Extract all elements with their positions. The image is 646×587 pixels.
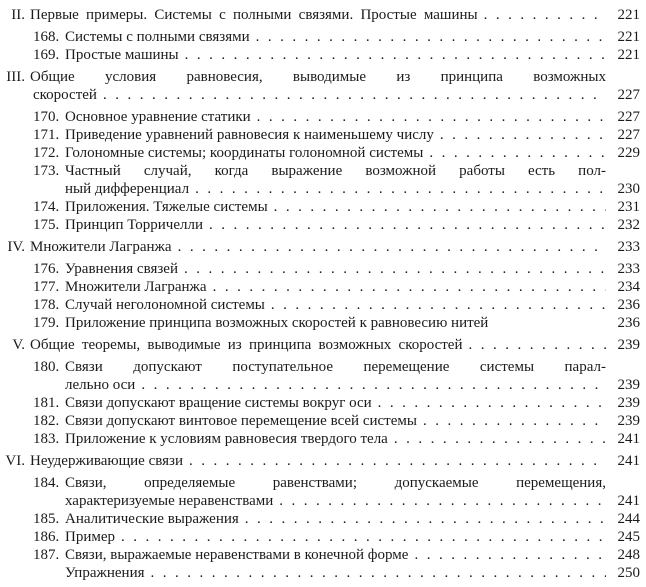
toc-entry-row <box>0 358 640 376</box>
dot-leader <box>378 394 606 412</box>
entry-title: ный дифференциал <box>65 181 190 197</box>
toc-entry-row <box>0 336 640 354</box>
dot-leader <box>423 412 606 430</box>
page-number: 227 <box>617 109 640 125</box>
page-number: 236 <box>617 297 640 313</box>
page-number: 229 <box>617 145 640 161</box>
toc-entry-row <box>0 108 640 126</box>
dot-leader <box>279 492 606 510</box>
chapter-number: III. <box>6 69 25 85</box>
toc-entry-row <box>0 46 640 64</box>
dot-leader <box>429 144 606 162</box>
toc-entry-row <box>0 28 640 46</box>
toc-entry-row <box>0 546 640 564</box>
toc-entry-row <box>0 162 640 180</box>
item-number: 169. <box>33 47 60 63</box>
dot-leader <box>141 376 606 394</box>
item-number: 187. <box>33 547 60 563</box>
toc-entry-row <box>0 144 640 162</box>
toc-entry-row <box>0 394 640 412</box>
entry-title: Системы с полными связями <box>65 29 250 45</box>
entry-title: Связи, выражаемые неравенствами в конечной форме <box>65 547 409 563</box>
item-number: 171. <box>33 127 60 143</box>
item-number: 181. <box>33 395 60 411</box>
dot-leader <box>469 336 607 354</box>
page-number: 239 <box>617 377 640 393</box>
page-number: 250 <box>617 565 640 581</box>
chapter-number: VI. <box>5 453 25 469</box>
item-number: 172. <box>33 145 60 161</box>
item-number: 173. <box>33 163 60 179</box>
toc-entry-row <box>0 430 640 448</box>
entry-title: Связи допускают поступательное перемещение системы парал- <box>65 359 606 375</box>
dot-leader <box>213 278 606 296</box>
entry-title: Приложение принципа возможных скоростей к равновесию нитей <box>65 315 489 331</box>
dot-leader <box>274 198 606 216</box>
toc-list <box>0 6 640 582</box>
dot-leader <box>271 296 606 314</box>
page-number: 227 <box>617 87 640 103</box>
toc-entry-row <box>0 238 640 256</box>
page-number: 239 <box>617 395 640 411</box>
chapter-number: IV. <box>7 239 25 255</box>
toc-entry-row <box>0 68 640 86</box>
entry-title: Приведение уравнений равновесия к наименьшему числу <box>65 127 434 143</box>
page-number: 241 <box>617 493 640 509</box>
entry-title: Частный случай, когда выражение возможной работы есть пол- <box>65 163 606 179</box>
entry-title: Упражнения <box>65 565 145 581</box>
toc-entry-row <box>0 180 640 198</box>
page-number: 239 <box>617 413 640 429</box>
item-number: 186. <box>33 529 60 545</box>
toc-entry-row <box>0 314 640 332</box>
chapter-number: V. <box>12 337 25 353</box>
item-number: 183. <box>33 431 60 447</box>
item-number: 170. <box>33 109 60 125</box>
item-number: 178. <box>33 297 60 313</box>
toc-entry-row <box>0 452 640 470</box>
dot-leader <box>184 260 606 278</box>
toc-entry-row <box>0 510 640 528</box>
entry-title: скоростей <box>33 87 97 103</box>
dot-leader <box>195 180 606 198</box>
entry-title: Голономные системы; координаты голономной системы <box>65 145 424 161</box>
toc-entry-row <box>0 260 640 278</box>
page-number: 245 <box>617 529 640 545</box>
entry-title: Связи допускают винтовое перемещение всей системы <box>65 413 417 429</box>
toc-entry-row <box>0 492 640 510</box>
toc-entry-row <box>0 278 640 296</box>
page-number: 221 <box>617 7 640 23</box>
dot-leader <box>257 108 606 126</box>
entry-title: Связи допускают вращение системы вокруг оси <box>65 395 372 411</box>
item-number: 185. <box>33 511 60 527</box>
dot-leader <box>245 510 606 528</box>
entry-title: Связи, определяемые равенствами; допускаемые перемещения, <box>65 475 606 491</box>
page-number: 241 <box>617 431 640 447</box>
toc-entry-row <box>0 126 640 144</box>
entry-title: Неудерживающие связи <box>30 453 183 469</box>
entry-title: Приложение к условиям равновесия твердого тела <box>65 431 388 447</box>
entry-title: Множители Лагранжа <box>30 239 172 255</box>
dot-leader <box>256 28 606 46</box>
page-number: 232 <box>617 217 640 233</box>
page-number: 239 <box>617 337 640 353</box>
item-number: 180. <box>33 359 60 375</box>
toc-entry-row <box>0 6 640 24</box>
entry-title: Множители Лагранжа <box>65 279 207 295</box>
dot-leader <box>394 430 606 448</box>
dot-leader <box>185 46 606 64</box>
chapter-number: II. <box>11 7 25 23</box>
dot-leader <box>103 86 606 104</box>
toc-entry-row <box>0 216 640 234</box>
item-number: 175. <box>33 217 60 233</box>
toc-entry-row <box>0 376 640 394</box>
dot-leader <box>414 546 606 564</box>
page-number: 244 <box>617 511 640 527</box>
entry-title: Общие теоремы, выводимые из принципа возможных скоростей <box>30 337 463 353</box>
toc-entry-row <box>0 564 640 582</box>
item-number: 168. <box>33 29 60 45</box>
toc-entry-row <box>0 198 640 216</box>
entry-title: Приложения. Тяжелые системы <box>65 199 268 215</box>
page-number: 236 <box>617 315 640 331</box>
page-number: 234 <box>617 279 640 295</box>
dot-leader <box>440 126 606 144</box>
dot-leader <box>209 216 606 234</box>
entry-title: характеризуемые неравенствами <box>65 493 274 509</box>
entry-title: Аналитические выражения <box>65 511 239 527</box>
page-number: 221 <box>617 47 640 63</box>
toc-entry-row <box>0 474 640 492</box>
entry-title: Основное уравнение статики <box>65 109 251 125</box>
item-number: 182. <box>33 413 60 429</box>
page-number: 233 <box>617 239 640 255</box>
dot-leader <box>178 238 606 256</box>
dot-leader <box>484 6 606 24</box>
item-number: 174. <box>33 199 60 215</box>
entry-title: лельно оси <box>65 377 136 393</box>
entry-title: Общие условия равновесия, выводимые из принципа возможных <box>30 69 606 85</box>
item-number: 177. <box>33 279 60 295</box>
item-number: 184. <box>33 475 60 491</box>
page-number: 231 <box>617 199 640 215</box>
page-number: 227 <box>617 127 640 143</box>
toc-entry-row <box>0 86 640 104</box>
dot-leader <box>151 564 607 582</box>
entry-title: Принцип Торричелли <box>65 217 203 233</box>
entry-title: Случай неголономной системы <box>65 297 265 313</box>
page-number: 230 <box>617 181 640 197</box>
page-number: 233 <box>617 261 640 277</box>
entry-title: Пример <box>65 529 116 545</box>
item-number: 176. <box>33 261 60 277</box>
toc-entry-row <box>0 528 640 546</box>
page-number: 248 <box>617 547 640 563</box>
page-number: 241 <box>617 453 640 469</box>
entry-title: Простые машины <box>65 47 179 63</box>
dot-leader <box>121 528 606 546</box>
entry-title: Первые примеры. Системы с полными связями. Простые машины <box>30 7 478 23</box>
item-number: 179. <box>33 315 60 331</box>
toc-entry-row <box>0 412 640 430</box>
page-number: 221 <box>617 29 640 45</box>
entry-title: Уравнения связей <box>65 261 178 277</box>
dot-leader <box>189 452 606 470</box>
toc-entry-row <box>0 296 640 314</box>
